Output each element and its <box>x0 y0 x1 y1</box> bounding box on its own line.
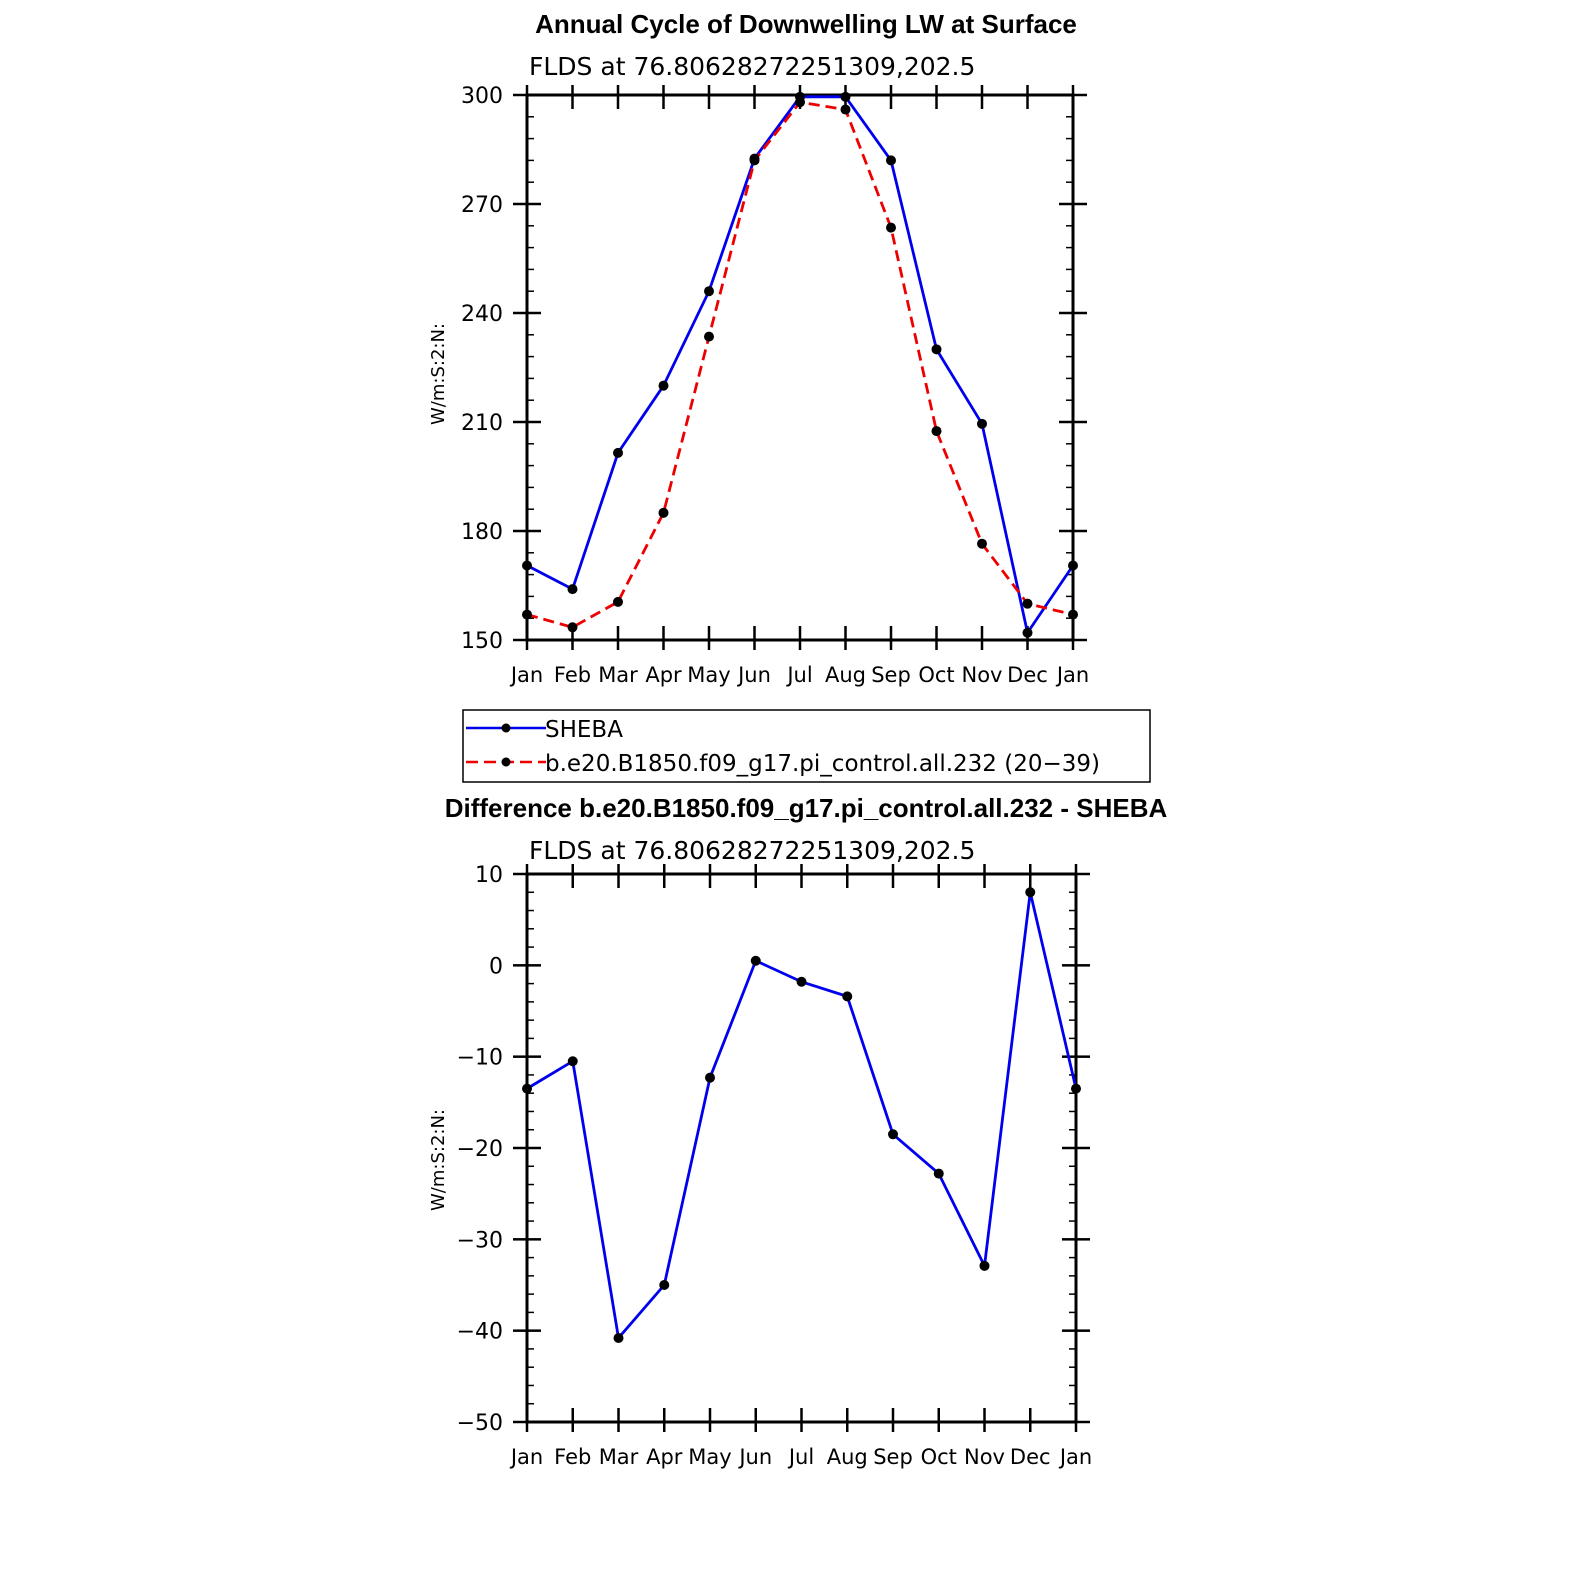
legend-marker-model <box>502 758 511 767</box>
data-point-series2 <box>841 105 851 115</box>
data-point-series1 <box>522 561 532 571</box>
data-point-series2 <box>704 332 714 342</box>
y-tick-label: 210 <box>461 411 503 436</box>
y-tick-label: 10 <box>475 863 503 888</box>
series-line-1 <box>527 97 1073 633</box>
y-tick-label: −50 <box>456 1411 503 1436</box>
data-point-series2 <box>977 539 987 549</box>
data-point-series1 <box>886 155 896 165</box>
legend-label-sheba: SHEBA <box>545 717 623 743</box>
data-point-series1 <box>888 1129 898 1139</box>
data-point-series1 <box>1071 1084 1081 1094</box>
data-point-series1 <box>842 991 852 1001</box>
x-tick-label: Aug <box>824 663 867 687</box>
data-point-series1 <box>977 419 987 429</box>
plot-frame <box>527 874 1076 1422</box>
y-tick-label: 300 <box>461 84 503 109</box>
x-tick-label: Apr <box>646 1445 683 1469</box>
x-tick-label: Nov <box>961 663 1003 687</box>
data-point-series1 <box>932 344 942 354</box>
data-point-series1 <box>659 381 669 391</box>
chart2-ylabel: W/m:S:2:N: <box>428 1109 449 1211</box>
y-tick-label: 180 <box>461 520 503 545</box>
y-tick-label: −20 <box>456 1137 503 1162</box>
data-point-series1 <box>980 1261 990 1271</box>
x-tick-label: Jun <box>738 663 771 687</box>
x-tick-label: Jul <box>787 663 813 687</box>
chart2-plot <box>457 863 1093 1469</box>
chart2-subtitle: FLDS at 76.80628272251309,202.5 <box>529 836 976 865</box>
data-point-series2 <box>886 223 896 233</box>
chart1-plot <box>461 84 1089 687</box>
data-point-series2 <box>568 622 578 632</box>
x-tick-label: Sep <box>873 1445 913 1469</box>
y-tick-label: 0 <box>489 954 503 980</box>
x-tick-label: Jan <box>1056 663 1090 687</box>
x-tick-label: Jun <box>739 1445 773 1469</box>
data-point-series2 <box>659 508 669 518</box>
x-tick-label: Feb <box>554 1445 592 1469</box>
chart1-title: Annual Cycle of Downwelling LW at Surface <box>535 9 1077 39</box>
data-point-series1 <box>1025 887 1035 897</box>
legend-label-model: b.e20.B1850.f09_g17.pi_control.all.232 (20−39) <box>545 751 1100 777</box>
data-point-series1 <box>934 1169 944 1179</box>
y-tick-label: −30 <box>456 1228 503 1254</box>
data-point-series1 <box>659 1280 669 1290</box>
data-point-series1 <box>613 448 623 458</box>
y-tick-label: 150 <box>461 629 503 654</box>
x-tick-label: Mar <box>598 663 638 687</box>
x-tick-label: Dec <box>1007 663 1048 687</box>
legend <box>463 710 1150 782</box>
x-tick-label: Nov <box>964 1445 1005 1469</box>
data-point-series1 <box>568 584 578 594</box>
data-point-series2 <box>522 610 532 620</box>
x-tick-label: Oct <box>918 663 955 687</box>
series-line-1 <box>527 892 1076 1338</box>
series-line-2 <box>527 102 1073 627</box>
data-point-series2 <box>613 597 623 607</box>
x-tick-label: Oct <box>920 1445 957 1469</box>
data-point-series1 <box>704 286 714 296</box>
data-point-series1 <box>522 1084 532 1094</box>
data-point-series2 <box>1068 610 1078 620</box>
legend-marker-sheba <box>502 724 511 733</box>
x-tick-label: May <box>687 663 731 687</box>
data-point-series1 <box>1023 628 1033 638</box>
x-tick-label: Dec <box>1009 1445 1051 1469</box>
y-tick-label: −10 <box>456 1045 503 1071</box>
x-tick-label: Jul <box>788 1445 815 1469</box>
data-point-series1 <box>1068 561 1078 571</box>
chart2-title: Difference b.e20.B1850.f09_g17.pi_control.all.232 - SHEBA <box>444 793 1168 823</box>
plot-frame <box>527 95 1073 640</box>
y-tick-label: −40 <box>456 1319 503 1345</box>
x-tick-label: Feb <box>553 663 592 687</box>
data-point-series2 <box>750 155 760 165</box>
chart1-subtitle: FLDS at 76.80628272251309,202.5 <box>529 52 976 81</box>
data-point-series2 <box>1023 599 1033 609</box>
x-tick-label: May <box>688 1445 732 1469</box>
y-tick-label: 270 <box>461 193 503 218</box>
data-point-series1 <box>568 1056 578 1066</box>
x-tick-label: Mar <box>598 1445 639 1469</box>
data-point-series1 <box>705 1073 715 1083</box>
data-point-series2 <box>795 97 805 107</box>
x-tick-label: Sep <box>871 663 911 687</box>
data-point-series1 <box>797 977 807 987</box>
x-tick-label: Aug <box>826 1445 868 1469</box>
data-point-series2 <box>932 426 942 436</box>
data-point-series1 <box>614 1333 624 1343</box>
y-tick-label: 240 <box>461 302 503 327</box>
x-tick-label: Jan <box>510 663 544 687</box>
x-tick-label: Jan <box>1059 1445 1093 1469</box>
chart1-ylabel: W/m:S:2:N: <box>428 323 449 425</box>
x-tick-label: Jan <box>510 1445 544 1469</box>
data-point-series1 <box>751 956 761 966</box>
x-tick-label: Apr <box>645 663 682 687</box>
data-point-series1 <box>841 92 851 102</box>
